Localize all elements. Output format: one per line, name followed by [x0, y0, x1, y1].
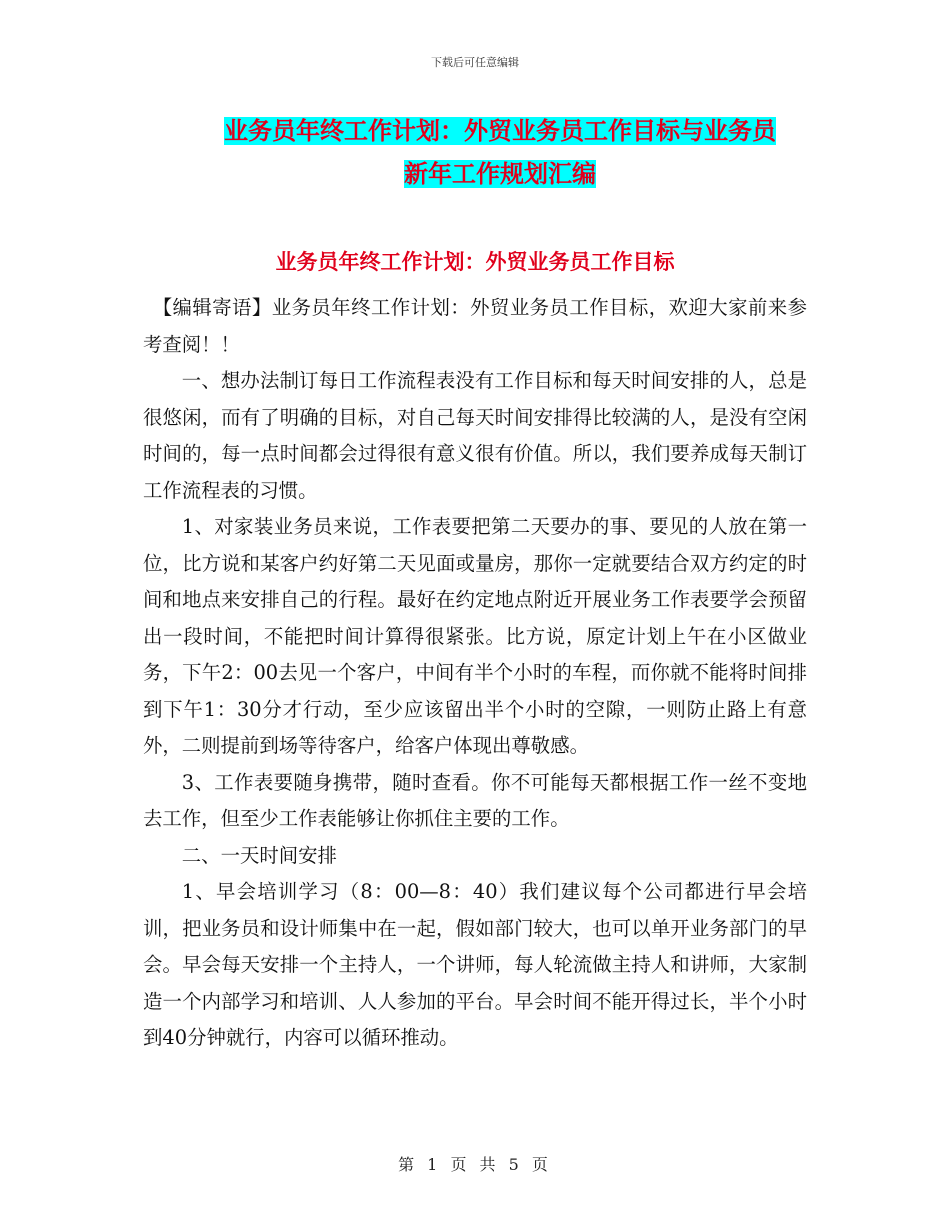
paragraph: 3、工作表要随身携带，随时查看。你不可能每天都根据工作一丝不变地去工作，但至少工作表能够让你抓住主要的工作。: [143, 770, 807, 830]
body-text: [143, 290, 807, 1057]
section-title: 业务员年终工作计划：外贸业务员工作目标: [275, 250, 675, 274]
paragraph-heading: 二、一天时间安排: [181, 843, 337, 867]
main-title: [140, 110, 860, 196]
main-title-line-2: 新年工作规划汇编: [404, 160, 596, 188]
paragraph: 1、对家装业务员来说，工作表要把第二天要办的事、要见的人放在第一位，比方说和某客户约好第二天见面或量房，那你一定就要结合双方约定的时间和地点来安排自己的行程。最好在约定地点附近开展业务工作表要学会预留出一段时间，不能把时间计算得很紧张。比方说，原定计划上午在小区做业务，下午2：00去见一个客户，中间有半个小时的车程，而你就不能将时间排到下午1：30分才行动，至少应该留出半个小时的空隙，一则防止路上有意外，二则提前到场等待客户，给客户体现出尊敬感。: [143, 515, 807, 757]
paragraph-editor-note: 【编辑寄语】业务员年终工作计划：外贸业务员工作目标，欢迎大家前来参考查阅！！: [143, 296, 807, 356]
main-title-line-1: 业务员年终工作计划：外贸业务员工作目标与业务员: [224, 117, 776, 145]
paragraph: 一、想办法制订每日工作流程表没有工作目标和每天时间安排的人，总是很悠闲，而有了明确的目标，对自己每天时间安排得比较满的人，是没有空闲时间的，每一点时间都会过得很有意义很有价值。所以，我们要养成每天制订工作流程表的习惯。: [143, 369, 807, 502]
paragraph: 1、早会培训学习（8：00—8：40）我们建议每个公司都进行早会培训，把业务员和设计师集中在一起，假如部门较大，也可以单开业务部门的早会。早会每天安排一个主持人，一个讲师，每人轮流做主持人和讲师，大家制造一个内部学习和培训、人人参加的平台。早会时间不能开得过长，半个小时到40分钟就行，内容可以循环推动。: [143, 880, 807, 1049]
page-number: 第 1 页 共 5 页: [398, 1155, 552, 1174]
header-note: 下载后可任意编辑: [431, 56, 519, 69]
